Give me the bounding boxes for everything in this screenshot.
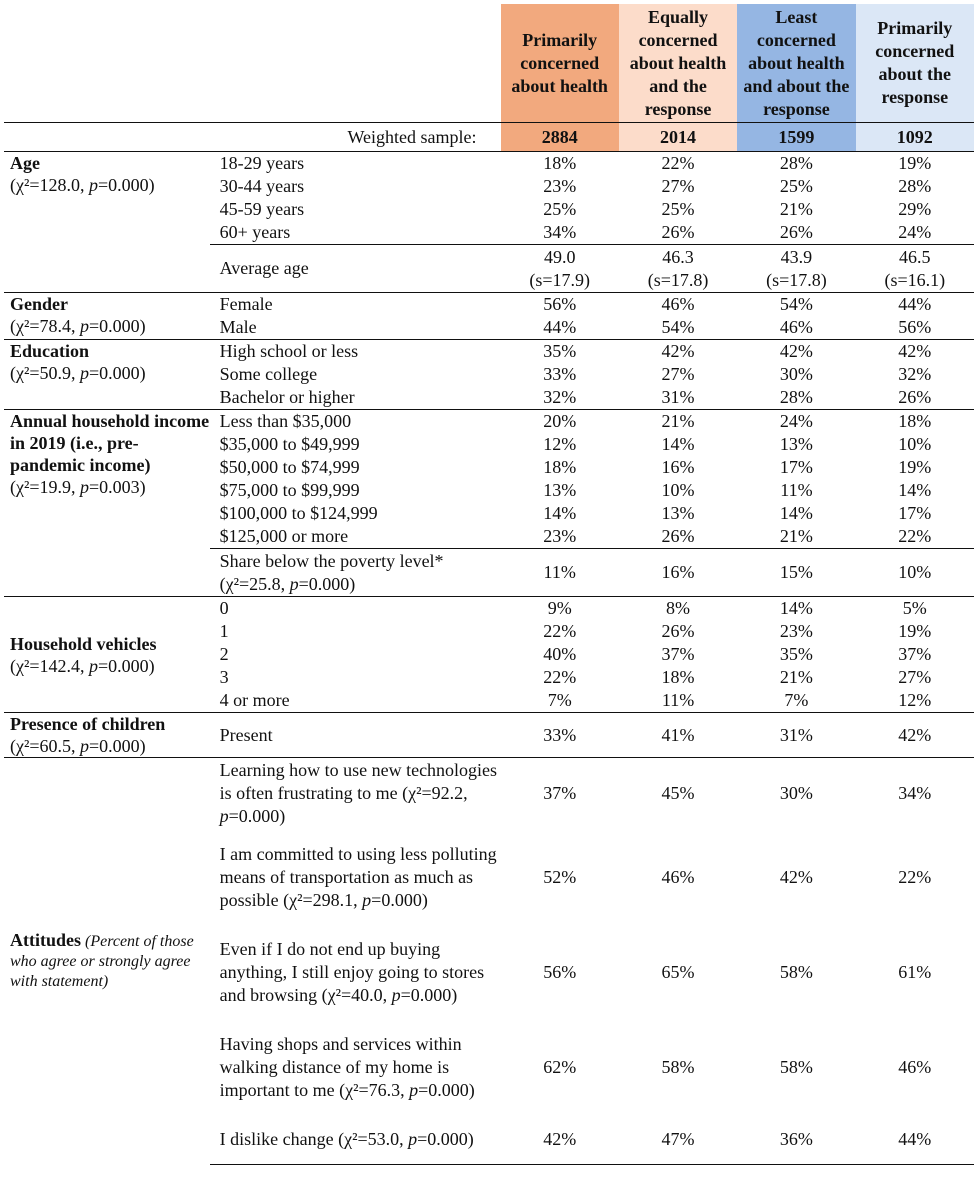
- value-cell: 5%: [856, 597, 974, 621]
- value-cell: 35%: [779, 644, 813, 664]
- value-cell: 26%: [661, 222, 695, 242]
- category-stat: (χ²=142.4, p=0.000): [10, 655, 155, 676]
- category-cell: [4, 410, 210, 597]
- value-cell: 61%: [898, 961, 932, 982]
- row-label: 2: [219, 644, 229, 664]
- value-cell: 46%: [619, 293, 737, 317]
- value-cell: 46%: [898, 1056, 932, 1077]
- row-label: 18-29 years: [210, 152, 501, 176]
- row-label: High school or less: [210, 340, 501, 364]
- row-label: Share below the poverty level* (χ²=25.8, p=0.000): [210, 549, 501, 597]
- value-cell: 17%: [898, 503, 932, 523]
- category-stat: (χ²=128.0, p=0.000): [10, 175, 155, 195]
- value-cell: 37%: [661, 644, 695, 664]
- value-cell: 18%: [501, 152, 619, 176]
- value-cell: 65%: [661, 961, 695, 982]
- value-cell: 13%: [543, 480, 577, 500]
- header-row: [4, 4, 974, 123]
- row-label: 4 or more: [219, 690, 290, 710]
- value-cell: 14%: [779, 503, 813, 523]
- value-cell: 19%: [898, 457, 932, 477]
- category-title: Education: [10, 341, 90, 361]
- value-cell: 37%: [898, 644, 932, 664]
- value-cell: 28%: [898, 176, 932, 196]
- weighted-sample-value: 1599: [737, 123, 855, 152]
- value-cell: 24%: [898, 222, 932, 242]
- value-cell: 16%: [661, 457, 695, 477]
- table-row: [4, 152, 974, 176]
- table-row: [4, 597, 974, 621]
- value-cell: 52%: [543, 866, 577, 887]
- category-cell: [4, 713, 210, 758]
- value-cell: 25%: [661, 199, 695, 219]
- category-title: Annual household income in 2019 (i.e., pre-pandemic income): [10, 411, 210, 475]
- value-cell: 24%: [737, 410, 855, 434]
- category-stat: (χ²=50.9, p=0.000): [10, 363, 146, 383]
- row-stat: (χ²=25.8, p=0.000): [219, 573, 356, 594]
- row-label: Even if I do not end up buying anything, I still enjoy going to stores and browsing (χ²=40.0, p=0.000): [219, 938, 485, 1005]
- value-cell: 42%: [501, 1115, 619, 1165]
- value-cell: 56%: [501, 293, 619, 317]
- row-label: I dislike change (χ²=53.0, p=0.000): [210, 1115, 501, 1165]
- category-cell: [4, 152, 210, 293]
- row-label: Female: [210, 293, 501, 317]
- value-cell: 54%: [661, 317, 695, 337]
- category-cell: [4, 340, 210, 410]
- value-cell: 14%: [737, 597, 855, 621]
- value-cell: 9%: [501, 597, 619, 621]
- value-cell: 32%: [898, 364, 932, 384]
- value-cell: 15%: [737, 549, 855, 597]
- value-cell: 45%: [619, 758, 737, 830]
- value-cell: 58%: [779, 961, 813, 982]
- row-label: Present: [210, 713, 501, 758]
- value-cell: 37%: [501, 758, 619, 830]
- value-cell: 42%: [619, 340, 737, 364]
- value-cell: 25%: [779, 176, 813, 196]
- cluster-profile-table: [4, 4, 974, 1165]
- value-cell: 11%: [661, 690, 695, 710]
- value-cell: 43.9 (s=17.8): [737, 245, 855, 293]
- value-cell: 47%: [619, 1115, 737, 1165]
- value-cell: 16%: [619, 549, 737, 597]
- value-cell: 19%: [898, 621, 932, 641]
- value-cell: 23%: [543, 176, 577, 196]
- row-label: 0: [210, 597, 501, 621]
- category-title: Presence of children: [10, 714, 166, 734]
- weighted-sample-value: 2884: [501, 123, 619, 152]
- value-cell: 21%: [779, 667, 813, 687]
- header-cluster-2: Equally concerned about health and the response: [619, 4, 737, 123]
- header-cluster-3: Least concerned about health and about the response: [737, 4, 855, 123]
- value-cell: 22%: [543, 621, 577, 641]
- table-row: [4, 293, 974, 317]
- value-cell: 21%: [779, 199, 813, 219]
- value-cell: 14%: [898, 480, 932, 500]
- value-cell: 19%: [856, 152, 974, 176]
- value-cell: 14%: [661, 434, 695, 454]
- weighted-sample-value: 1092: [856, 123, 974, 152]
- value-cell: 42%: [779, 866, 813, 887]
- value-cell: 23%: [779, 621, 813, 641]
- value-cell: 7%: [784, 690, 809, 710]
- value-cell: 46.3 (s=17.8): [619, 245, 737, 293]
- value-cell: 42%: [856, 340, 974, 364]
- value-cell: 18%: [661, 667, 695, 687]
- value-cell: 49.0 (s=17.9): [501, 245, 619, 293]
- value-cell: 35%: [501, 340, 619, 364]
- row-label: $75,000 to $99,999: [219, 480, 360, 500]
- value-cell: 10%: [898, 434, 932, 454]
- value-cell: 44%: [856, 293, 974, 317]
- value-cell: 36%: [737, 1115, 855, 1165]
- value-cell: 30%: [737, 758, 855, 830]
- value-cell: 44%: [543, 317, 577, 337]
- row-label: Bachelor or higher: [219, 387, 355, 407]
- category-heading: Attitudes (Percent of those who agree or strongly agree with statement): [10, 930, 194, 991]
- row-label: $35,000 to $49,999: [219, 434, 360, 454]
- category-cell: [4, 597, 210, 713]
- category-cell: [4, 758, 210, 1165]
- value-cell: 44%: [856, 1115, 974, 1165]
- weighted-sample-row: [4, 123, 974, 152]
- value-cell: 23%: [543, 526, 577, 546]
- row-label: Average age: [210, 245, 501, 293]
- value-cell: 22%: [543, 667, 577, 687]
- header-cluster-4: Primarily concerned about the response: [856, 4, 974, 123]
- value-cell: 34%: [856, 758, 974, 830]
- value-cell: 11%: [780, 480, 813, 500]
- value-cell: 28%: [737, 152, 855, 176]
- row-label: Male: [219, 317, 257, 337]
- row-label: Some college: [219, 364, 318, 384]
- value-cell: 14%: [543, 503, 577, 523]
- value-cell: 13%: [661, 503, 695, 523]
- weighted-sample-label: Weighted sample:: [4, 123, 501, 152]
- value-cell: 8%: [619, 597, 737, 621]
- value-cell: 29%: [898, 199, 932, 219]
- category-stat: (χ²=60.5, p=0.000): [10, 736, 146, 756]
- category-title: Age: [10, 153, 40, 173]
- value-cell: 33%: [501, 713, 619, 758]
- value-cell: 12%: [543, 434, 577, 454]
- category-title: Household vehicles: [10, 633, 157, 654]
- value-cell: 26%: [661, 526, 695, 546]
- value-cell: 18%: [543, 457, 577, 477]
- value-cell: 17%: [779, 457, 813, 477]
- weighted-sample-value: 2014: [619, 123, 737, 152]
- category-stat: (χ²=78.4, p=0.000): [10, 316, 146, 336]
- value-cell: 22%: [619, 152, 737, 176]
- value-cell: 56%: [543, 961, 577, 982]
- value-cell: 27%: [661, 176, 695, 196]
- row-label: Having shops and services within walking distance of my home is important to me (χ²=76.3, p=0.000): [219, 1033, 475, 1100]
- row-label: 45-59 years: [219, 199, 305, 219]
- row-label: 30-44 years: [219, 176, 305, 196]
- value-cell: 11%: [501, 549, 619, 597]
- category-title: Gender: [10, 294, 68, 314]
- value-cell: 7%: [547, 690, 572, 710]
- category-cell: [4, 293, 210, 340]
- row-label: $125,000 or more: [219, 526, 349, 546]
- value-cell: 20%: [501, 410, 619, 434]
- value-cell: 31%: [661, 387, 695, 407]
- value-cell: 22%: [898, 526, 932, 546]
- value-cell: 13%: [779, 434, 813, 454]
- category-stat: (χ²=19.9, p=0.003): [10, 477, 146, 497]
- value-cell: 56%: [898, 317, 932, 337]
- value-cell: 46.5 (s=16.1): [856, 245, 974, 293]
- value-cell: 42%: [737, 340, 855, 364]
- row-label: I am committed to using less polluting means of transportation as much as possible (χ²=298.1, p=0.000): [219, 843, 497, 910]
- value-cell: 18%: [856, 410, 974, 434]
- row-label: 1: [219, 621, 229, 641]
- value-cell: 22%: [898, 866, 932, 887]
- value-cell: 10%: [856, 549, 974, 597]
- header-cluster-1: Primarily concerned about health: [501, 4, 619, 123]
- value-cell: 21%: [779, 526, 813, 546]
- value-cell: 34%: [543, 222, 577, 242]
- value-cell: 25%: [543, 199, 577, 219]
- row-label: 60+ years: [219, 222, 291, 242]
- value-cell: 27%: [898, 667, 932, 687]
- value-cell: 32%: [543, 387, 577, 407]
- value-cell: 41%: [619, 713, 737, 758]
- value-cell: 54%: [737, 293, 855, 317]
- row-label: $100,000 to $124,999: [219, 503, 378, 523]
- value-cell: 62%: [543, 1056, 577, 1077]
- value-cell: 27%: [661, 364, 695, 384]
- value-cell: 30%: [779, 364, 813, 384]
- value-cell: 26%: [661, 621, 695, 641]
- row-label: 3: [219, 667, 229, 687]
- row-label: Less than $35,000: [210, 410, 501, 434]
- value-cell: 46%: [779, 317, 813, 337]
- table-row: [4, 758, 974, 830]
- value-cell: 58%: [779, 1056, 813, 1077]
- table-row: [4, 713, 974, 758]
- table-row: [4, 410, 974, 434]
- value-cell: 12%: [898, 690, 932, 710]
- value-cell: 40%: [543, 644, 577, 664]
- value-cell: 33%: [543, 364, 577, 384]
- value-cell: 21%: [619, 410, 737, 434]
- value-cell: 31%: [737, 713, 855, 758]
- value-cell: 10%: [661, 480, 695, 500]
- row-label: $50,000 to $74,999: [219, 457, 360, 477]
- value-cell: 46%: [661, 866, 695, 887]
- table-row: [4, 340, 974, 364]
- value-cell: 26%: [779, 222, 813, 242]
- row-label: Learning how to use new technologies is often frustrating to me (χ²=92.2, p=0.000): [210, 758, 501, 830]
- value-cell: 26%: [898, 387, 932, 407]
- value-cell: 58%: [661, 1056, 695, 1077]
- value-cell: 42%: [856, 713, 974, 758]
- value-cell: 28%: [779, 387, 813, 407]
